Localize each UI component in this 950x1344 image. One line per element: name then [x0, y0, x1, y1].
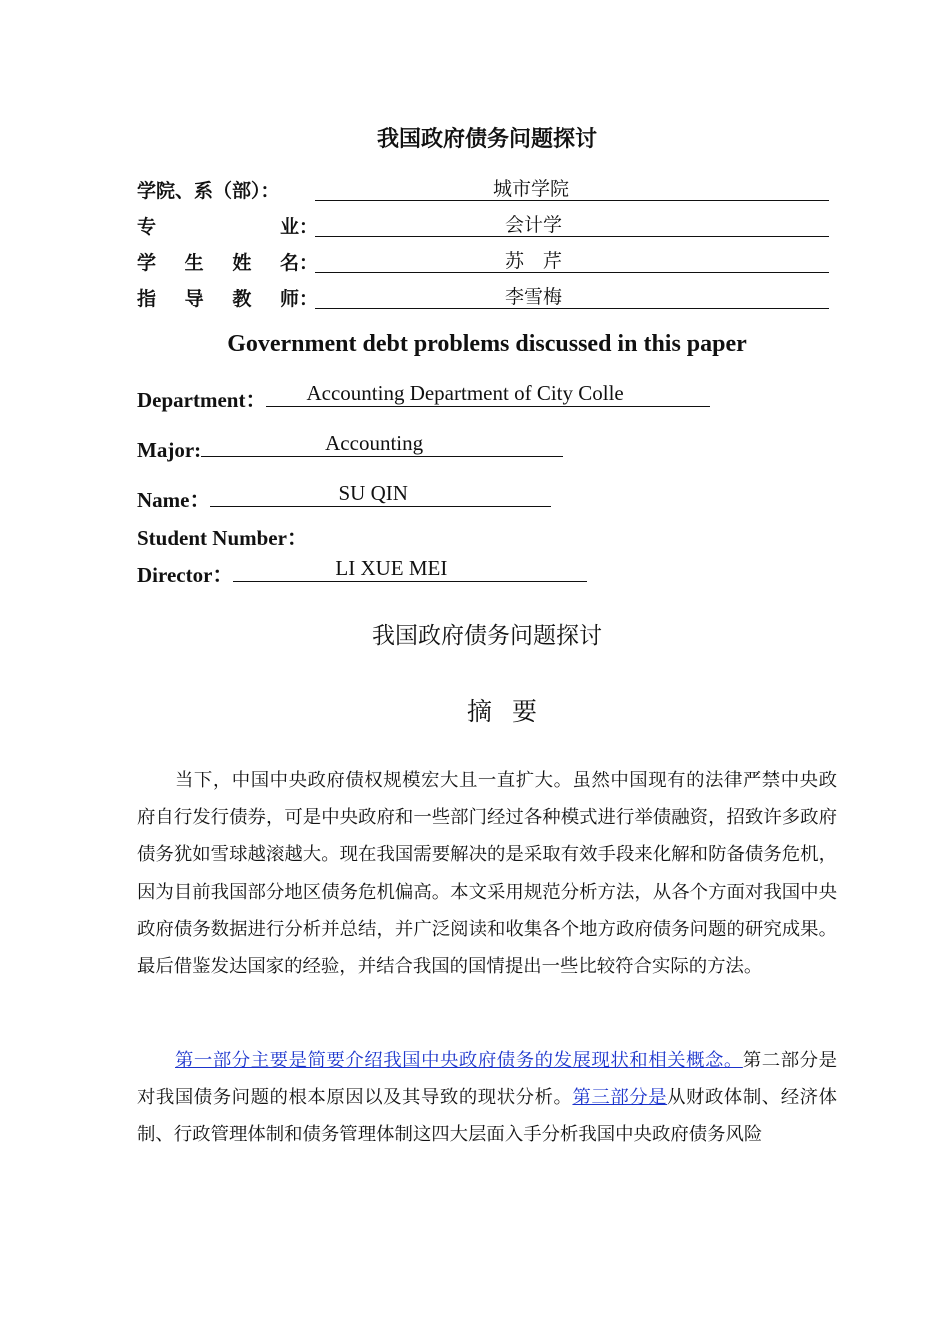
- major-underline-en: [201, 431, 563, 457]
- abstract-heading: 摘要: [466, 697, 557, 726]
- major-value-cn: 会计学: [505, 214, 563, 236]
- major-label-cn: 专 业: [137, 216, 299, 238]
- name-label-en: Name：: [137, 488, 211, 512]
- student-name-label: 学 生 姓 名: [137, 252, 299, 274]
- en-field-major: [137, 431, 563, 463]
- en-field-director: [137, 556, 587, 589]
- document-page: 我国政府债务问题探讨 学院、系（部）： 城市学院 专 业 ： 会计学 学 生 姓 名 ： 苏 芹 指 导 教 师 ： 李雪梅 Government debt problems discussed in this paper Department： Accounting Department of City Colle Major: Accounting Name： SU QIN Student Number： Director： LI XUE MEI 我国政府债务问题探讨 摘要 当下，中国中央政府债权规模宏大且一直扩大。虽然中国现有的法律严禁中央政府自行发行债券，可是中央政府和一些部门经过各种模式进行举债融资，招致许多政府债务犹如雪球越滚越大。现在我国需要解决的是采取有效手段来化解和防备债务危机，因为目前我国部分地区债务危机偏高。本文采用规范分析方法，从各个方面对我国中央政府债务数据进行分析并总结，并广泛阅读和收集各个地方政府债务问题的研究成果。最后借鉴发达国家的经验，并结合我国的国情提出一些比较符合实际的方法。 第一部分主要是简要介绍我国中央政府债务的发展现状和相关概念。第二部分是对我国债务问题的根本原因以及其导致的现状分析。第三部分是从财政体制、经济体制、行政管理体制和债务管理体制这四大层面入手分析我国中央政府债务风险: [0, 0, 950, 1344]
- en-field-department: [137, 381, 710, 414]
- en-field-name: [137, 481, 551, 514]
- major-value-en: Accounting: [325, 431, 424, 455]
- abstract-paragraph-1: 当下，中国中央政府债权规模宏大且一直扩大。虽然中国现有的法律严禁中央政府自行发行债券，可是中央政府和一些部门经过各种模式进行举债融资，招致许多政府债务犹如雪球越滚越大。现在我国需要解决的是采取有效手段来化解和防备债务危机，因为目前我国部分地区债务危机偏高。本文采用规范分析方法，从各个方面对我国中央政府债务数据进行分析并总结，并广泛阅读和收集各个地方政府债务问题的研究成果。最后借鉴发达国家的经验，并结合我国的国情提出一些比较符合实际的方法。: [137, 770, 837, 978]
- part-three-link[interactable]: 第三部分是: [572, 1087, 668, 1109]
- part-one-link[interactable]: 第一部分主要是简要介绍我国中央政府债务的发展现状和相关概念。: [175, 1050, 743, 1071]
- director-value: LI XUE MEI: [335, 556, 448, 580]
- en-field-student-number: [137, 522, 308, 552]
- major-label-en: Major:: [137, 438, 202, 462]
- student-name-value: 苏 芹: [505, 250, 563, 272]
- part-two-text: 第二部分是对我国债务问题的根本原因以及其导致的现状分析。: [137, 1050, 837, 1109]
- abstract-paragraph-2: [137, 1042, 837, 1154]
- director-label: Director：: [137, 563, 234, 587]
- department-value: Accounting Department of City Colle: [306, 381, 624, 405]
- department-label: Department：: [137, 388, 267, 412]
- abstract-title-cn: 我国政府债务问题探讨: [372, 623, 602, 649]
- thesis-title-en: Government debt problems discussed in this paper: [227, 331, 747, 357]
- thesis-title-cn: 我国政府债务问题探讨: [376, 127, 597, 152]
- college-label: 学院、系（部）: [137, 180, 261, 202]
- advisor-value: 李雪梅: [505, 286, 563, 308]
- student-number-label: Student Number：: [137, 526, 308, 550]
- director-underline: [233, 556, 587, 582]
- part-three-text: 从财政体制、经济体制、行政管理体制和债务管理体制这四大层面入手分析我国中央政府债务风险: [137, 1087, 837, 1146]
- name-value-en: SU QIN: [338, 481, 408, 505]
- advisor-label: 指 导 教 师: [137, 288, 299, 310]
- college-value: 城市学院: [493, 178, 570, 200]
- department-underline: [266, 381, 710, 407]
- name-underline-en: [210, 481, 551, 507]
